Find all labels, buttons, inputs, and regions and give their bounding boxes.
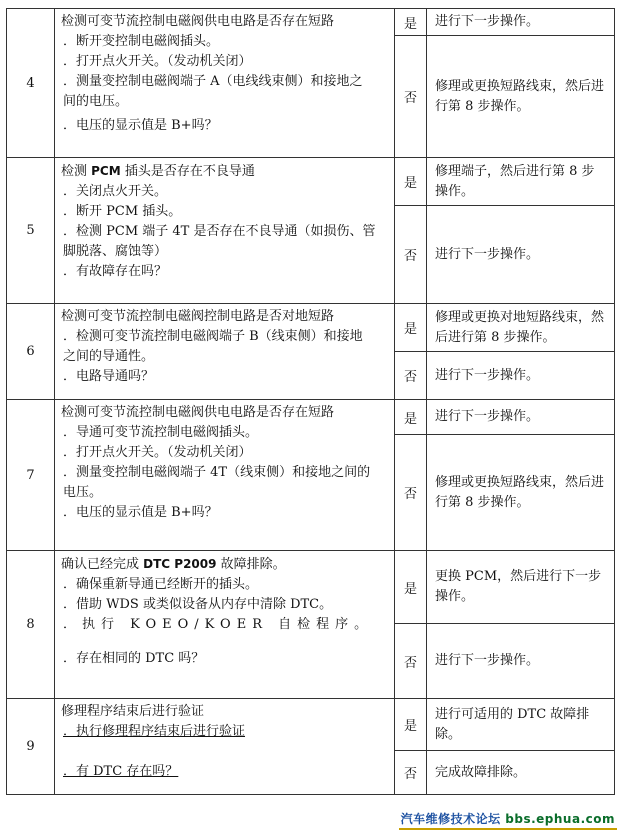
- step-line: ．存在相同的 DTC 吗？: [63, 651, 205, 666]
- step-title: 检测可变节流控制电磁阀供电电路是否存在短路: [61, 405, 335, 420]
- step-title-post: 故障排除。: [216, 557, 286, 572]
- yes-label: 是: [395, 304, 427, 352]
- step-line: ．确保重新导通已经断开的插头。: [63, 577, 259, 592]
- step-number: 4: [7, 9, 55, 158]
- step-line: ．检测 PCM 端子 4T 是否存在不良导通（如损伤、管: [63, 224, 376, 239]
- yes-label: 是: [395, 158, 427, 206]
- step-row-6-yes: [7, 304, 615, 352]
- yes-label: 是: [395, 699, 427, 751]
- step-title: 修理程序结束后进行验证: [61, 704, 205, 719]
- step-number: 6: [7, 304, 55, 400]
- yes-action: 进行下一步操作。: [427, 9, 615, 36]
- step-line: ．检测可变节流控制电磁阀端子 B（线束侧）和接地: [63, 329, 363, 344]
- step-line: ．有故障存在吗？: [63, 264, 168, 279]
- step-number: 9: [7, 699, 55, 795]
- no-action: 修理或更换短路线束，然后进行第 8 步操作。: [427, 36, 615, 158]
- step-title-bold: DTC P2009: [143, 557, 217, 571]
- yes-label: 是: [395, 9, 427, 36]
- no-action: 修理或更换短路线束，然后进行第 8 步操作。: [427, 435, 615, 551]
- step-line: ．关闭点火开关。: [63, 184, 168, 199]
- step-line: 间的电压。: [63, 94, 129, 109]
- step-title: 检测可变节流控制电磁阀供电电路是否存在短路: [61, 14, 335, 29]
- step-line: ．电压的显示值是 B+吗？: [63, 118, 218, 133]
- no-label: 否: [395, 352, 427, 400]
- step-line: 之间的导通性。: [63, 349, 155, 364]
- step-row-5-yes: [7, 158, 615, 206]
- step-title: 检测可变节流控制电磁阀控制电路是否对地短路: [61, 309, 335, 324]
- no-label: 否: [395, 435, 427, 551]
- step-number: 7: [7, 400, 55, 551]
- step-row-9-yes: [7, 699, 615, 751]
- yes-label: 是: [395, 551, 427, 624]
- step-check-cell: [55, 304, 395, 400]
- step-title-post: 插头是否存在不良导通: [120, 164, 255, 179]
- step-line: ．测量变控制电磁阀端子 4T（线束侧）和接地之间的: [63, 465, 371, 480]
- step-line: 电压。: [63, 485, 103, 500]
- step-check-cell: [55, 9, 395, 158]
- no-label: 否: [395, 751, 427, 795]
- step-line: ．打开点火开关。（发动机关闭）: [63, 445, 252, 460]
- step-title: [61, 161, 388, 182]
- diagnostic-table: [6, 8, 615, 795]
- step-check-cell: [55, 699, 395, 795]
- step-line: ．断开变控制电磁阀插头。: [63, 34, 220, 49]
- yes-action: 进行可适用的 DTC 故障排除。: [427, 699, 615, 751]
- step-line: ．电压的显示值是 B+吗？: [63, 505, 218, 520]
- yes-action: 进行下一步操作。: [427, 400, 615, 435]
- yes-action: 修理或更换对地短路线束，然后进行第 8 步操作。: [427, 304, 615, 352]
- step-number: 5: [7, 158, 55, 304]
- no-label: 否: [395, 36, 427, 158]
- step-line: ．有 DTC 存在吗？: [63, 764, 179, 779]
- step-line: ．断开 PCM 插头。: [63, 204, 182, 219]
- yes-label: 是: [395, 400, 427, 435]
- step-number: 8: [7, 551, 55, 699]
- step-line: ．借助 WDS 或类似设备从内存中清除 DTC。: [63, 597, 333, 612]
- site-watermark: [399, 810, 617, 830]
- yes-action: 更换 PCM，然后进行下一步操作。: [427, 551, 615, 624]
- no-action: 完成故障排除。: [427, 751, 615, 795]
- step-check-cell: [55, 400, 395, 551]
- step-line: 脚脱落、腐蚀等）: [63, 244, 168, 259]
- no-action: 进行下一步操作。: [427, 624, 615, 699]
- watermark-url: bbs.ephua.com: [505, 812, 615, 826]
- step-line: ．打开点火开关。（发动机关闭）: [63, 54, 252, 69]
- step-title-pre: 检测: [61, 164, 92, 179]
- step-line: ．测量变控制电磁阀端子 A（电线线束侧）和接地之: [63, 74, 363, 89]
- step-line: ．电路导通吗？: [63, 369, 155, 384]
- step-line: ．执行 KOEO/KOER 自检程序。: [63, 617, 374, 632]
- step-check-cell: [55, 158, 395, 304]
- step-title: [61, 554, 388, 575]
- step-row-4-yes: [7, 9, 615, 36]
- step-line: ．执行修理程序结束后进行验证: [63, 724, 246, 739]
- no-label: 否: [395, 624, 427, 699]
- step-row-7-yes: [7, 400, 615, 435]
- yes-action: 修理端子，然后进行第 8 步操作。: [427, 158, 615, 206]
- step-title-bold: PCM: [91, 164, 121, 178]
- watermark-name: 汽车维修技术论坛: [400, 812, 501, 826]
- no-action: 进行下一步操作。: [427, 352, 615, 400]
- step-check-cell: [55, 551, 395, 699]
- no-label: 否: [395, 206, 427, 304]
- step-title-pre: 确认已经完成: [61, 557, 144, 572]
- step-row-8-yes: [7, 551, 615, 624]
- step-line: ．导通可变节流控制电磁阀插头。: [63, 425, 259, 440]
- no-action: 进行下一步操作。: [427, 206, 615, 304]
